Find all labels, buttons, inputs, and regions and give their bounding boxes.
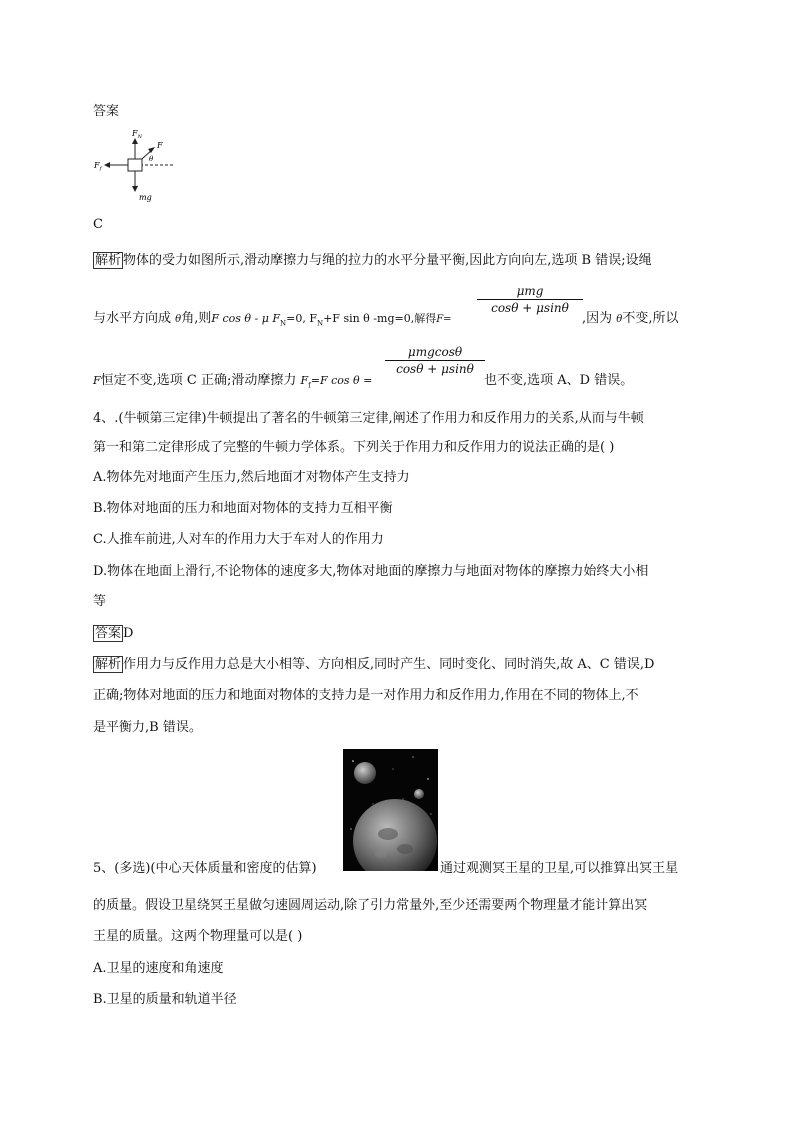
svg-text:Ff: $F_f$	[94, 161, 102, 172]
gravity-arrow	[132, 186, 138, 192]
q4-stem-2: 第一和第二定律形成了完整的牛顿力学体系。下列关于作用力和反作用力的说法正确的是( )	[93, 440, 615, 455]
q5-stem-3: 王星的质量。这两个物理量可以是( )	[93, 929, 303, 944]
analysis-line-3: F恒定不变,选项 C 正确;滑动摩擦力 $F_f=F$ cos θ =	[93, 373, 373, 390]
block	[128, 159, 142, 171]
pluto-image	[343, 749, 438, 871]
fraction-F: μmg cosθ + μsinθ	[477, 284, 583, 315]
analysis-tag: 解析	[95, 253, 122, 268]
q4-analysis-1: 解析 作用力与反作用力总是大小相等、方向相反,同时产生、同时变化、同时消失,故 A、C 错误,D	[95, 657, 655, 672]
q4-option-b: B.物体对地面的压力和地面对物体的支持力互相平衡	[93, 501, 393, 516]
svg-text:FN: $F_N$	[132, 129, 142, 140]
q4-analysis-3: 是平衡力,B 错误。	[93, 720, 202, 735]
q4-option-d: D.物体在地面上滑行,不论物体的速度多大,物体对地面的摩擦力与地面对物体的摩擦力始终大小相	[93, 564, 649, 579]
q5-stem-2: 的质量。假设卫星绕冥王星做匀速圆周运动,除了引力常量外,至少还需要两个物理量才能计算出冥	[93, 898, 648, 913]
answer-label: 答案	[95, 626, 122, 641]
q4-option-d-cont: 等	[93, 594, 107, 609]
fraction-Ff: μmgcosθ cosθ + μsinθ	[385, 345, 485, 376]
q5-option-b: B.卫星的质量和轨道半径	[93, 992, 237, 1007]
svg-text:mg: mg	[139, 193, 152, 202]
q5-option-a: A.卫星的速度和角速度	[93, 961, 224, 976]
analysis-tag: 解析	[95, 657, 122, 672]
q4-option-c: C.人推车前进,人对车的作用力大于车对人的作用力	[93, 532, 384, 547]
analysis-line-2: 与水平方向成 θ角,则F cos θ - μ $F_N=0$, $F_N+F$ sin θ -mg=0,解得F=	[93, 311, 452, 328]
answer-choice: C	[93, 217, 103, 232]
charon-moon	[354, 762, 376, 784]
analysis-line-1: 解析 物体的受力如图所示,滑动摩擦力与绳的拉力的水平分量平衡,因此方向向左,选项 B 错误;设绳	[95, 253, 652, 268]
q4-analysis-2: 正确;物体对地面的压力和地面对物体的支持力是一对作用力和反作用力,作用在不同的物体上,不	[93, 688, 639, 703]
small-moon	[414, 789, 424, 799]
force-diagram	[92, 128, 182, 204]
q5-stem-1a: 5、(多选)(中心天体质量和密度的估算)	[93, 861, 317, 876]
friction-arrow	[104, 162, 110, 168]
q4-answer: 答案 D	[95, 626, 134, 641]
svg-text:F: F	[157, 141, 163, 150]
svg-text:θ: θ	[149, 155, 154, 163]
q4-option-a: A.物体先对地面产生压力,然后地面才对物体产生支持力	[93, 470, 410, 485]
q4-stem-1: 4、.(牛顿第三定律)牛顿提出了著名的牛顿第三定律,阐述了作用力和反作用力的关系,从而与牛顿	[93, 411, 644, 426]
q5-stem-1b: 通过观测冥王星的卫星,可以推算出冥王星	[440, 861, 679, 876]
answer-label: 答案	[93, 104, 120, 119]
